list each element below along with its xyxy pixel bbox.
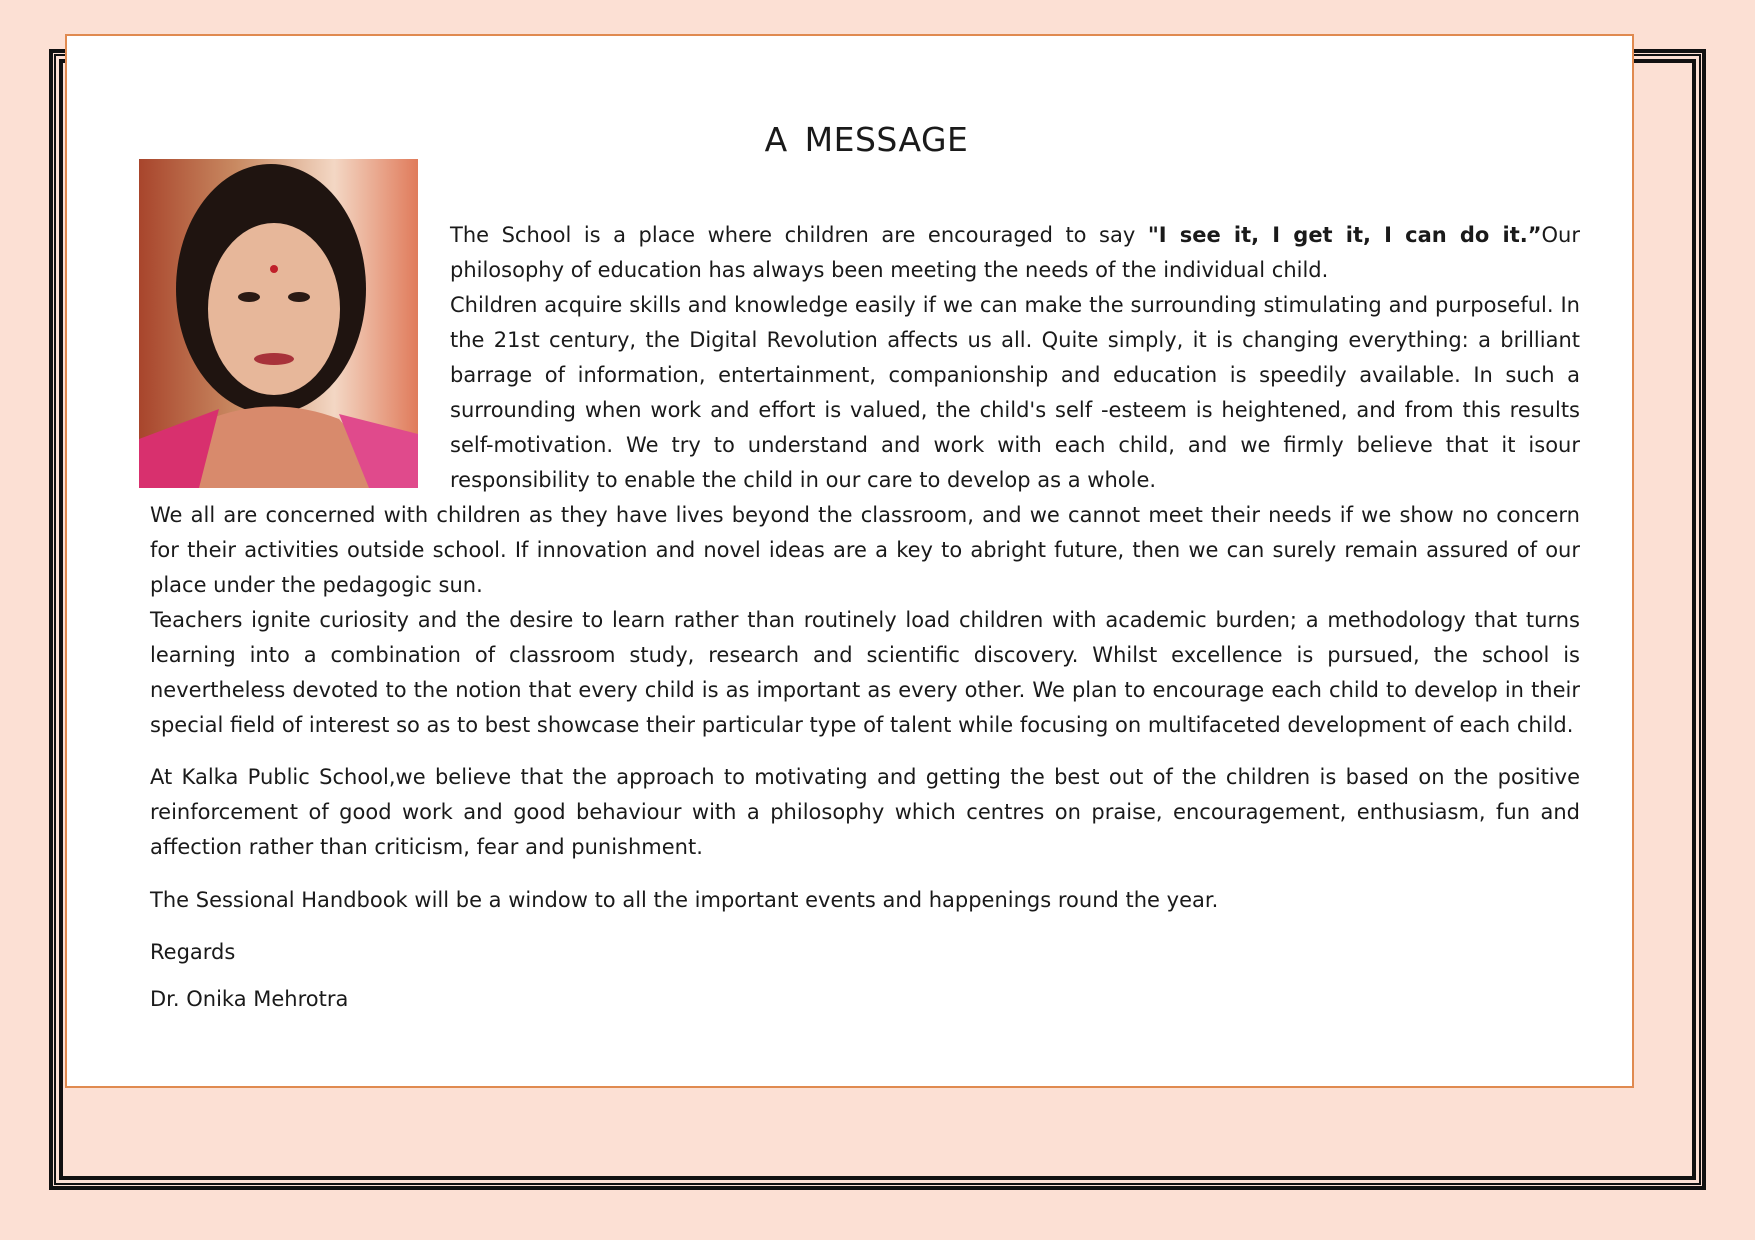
portrait-photo	[139, 159, 418, 488]
paragraph-4: Teachers ignite curiosity and the desire to learn rather than routinely load children with academic burden; a methodology that turns learning into a combination of classroom study, research and scientific discovery. Whilst excellence is pursued, the school is nevertheless devoted to the notion that every child is as important as every other. We plan to encourage each child to develop in their special field of interest so as to best showcase their particular type of talent while focusing on multifaceted development of each child.	[150, 608, 1580, 737]
paragraph-6-text: The Sessional Handbook will be a window to all the important events and happenings round the year.	[150, 888, 1219, 912]
paragraph-6	[150, 883, 1580, 918]
body-paragraphs	[150, 498, 1580, 743]
motto-quote: "I see it, I get it, I can do it.”	[1147, 223, 1542, 247]
signature-text: Dr. Onika Mehrotra	[150, 987, 349, 1011]
paragraph-1	[450, 218, 1580, 288]
paragraph-5-text: At Kalka Public School,we believe that the approach to motivating and getting the best out of the children is based on the positive reinforcement of good work and good behaviour with a philosophy which centres on praise, encouragement, enthusiasm, fun and affection rather than criticism, fear and punishment.	[150, 765, 1580, 859]
paragraph-1-text-end: Our philosophy of education has always been meeting the needs of the individual child.	[450, 223, 1581, 282]
regards-text: Regards	[150, 940, 236, 964]
paragraph-2: Children acquire skills and knowledge easily if we can make the surrounding stimulating and purposeful. In the 21st century, the Digital Revolution affects us all. Quite simply, it is changing everything: a brilliant barrage of information, entertainment, companionship and education is speedily available. In such a surrounding when work and effort is valued, the child's self -esteem is heightened, and from this results self-motivation. We try to understand and work with each child, and we firmly believe that it isour responsibility to enable the child in our care to develop as a whole.	[450, 293, 1580, 492]
paragraph-3: We all are concerned with children as they have lives beyond the classroom, and we cannot meet their needs if we show no concern for their activities outside school. If innovation and novel ideas are a key to abright future, then we can surely remain assured of our place under the pedagogic sun.	[150, 503, 1580, 597]
paragraph-1-text: The School is a place where children are encouraged to say	[450, 223, 1148, 247]
intro-paragraphs	[450, 218, 1580, 498]
portrait-image	[139, 159, 418, 488]
paragraph-5	[150, 760, 1580, 865]
page-title: A MESSAGE	[764, 120, 969, 159]
